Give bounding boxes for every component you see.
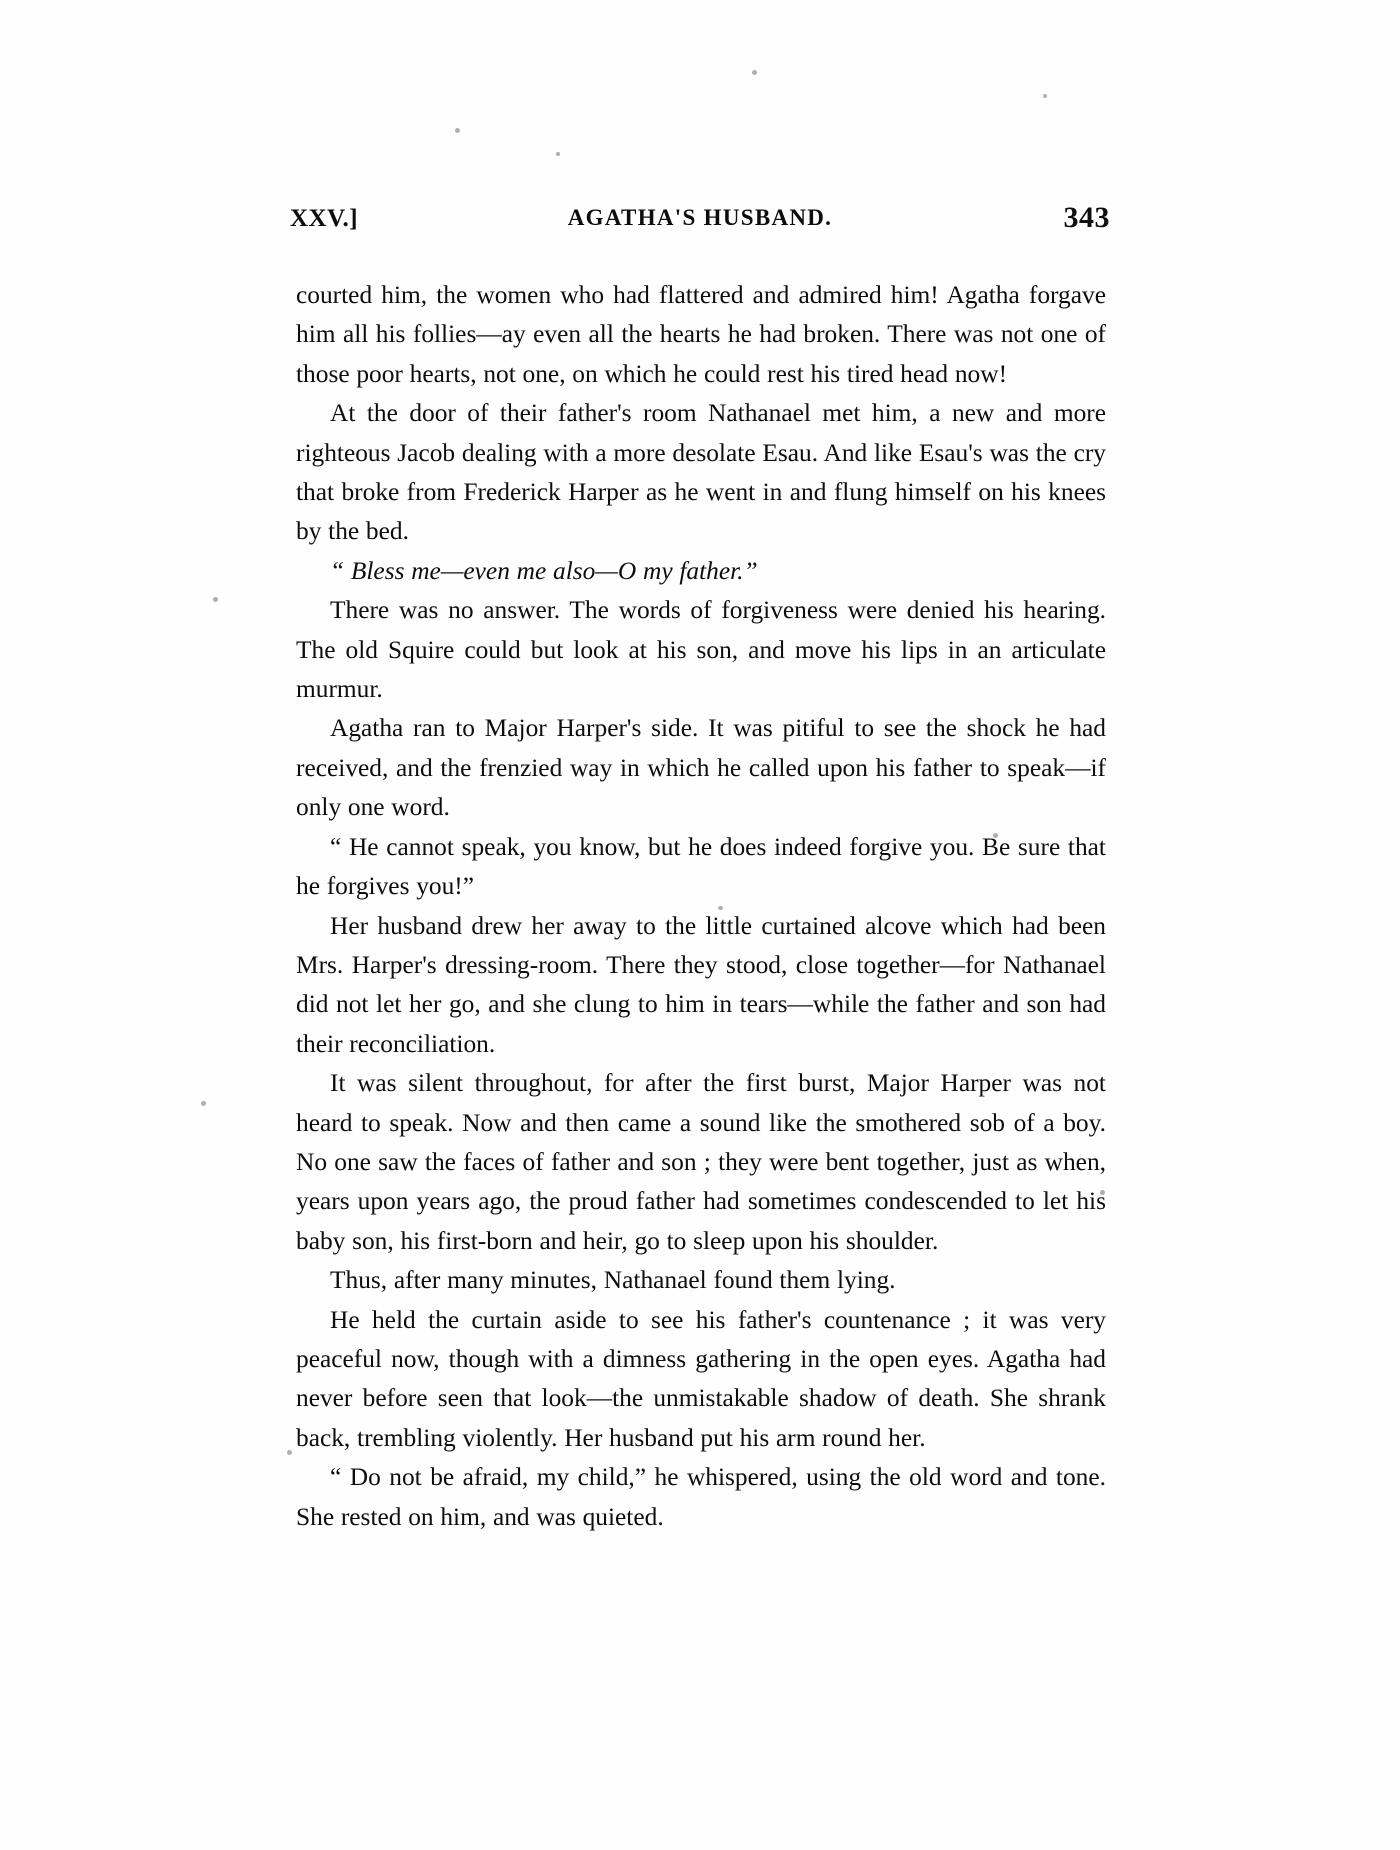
paragraph: “ He cannot speak, you know, but he does indeed forgive you. Be sure that he forgives you!”	[296, 832, 1106, 901]
paragraph: Agatha ran to Major Harper's side. It was pitiful to see the shock he had received, and the frenzied way in which he called upon his father to speak—if only one word.	[296, 714, 1106, 822]
page-number: 343	[1063, 201, 1110, 234]
scan-artifact-speck	[1043, 94, 1047, 98]
paragraph: “ Do not be afraid, my child,” he whispered, using the old word and tone. She rested on him, and was quieted.	[296, 1463, 1106, 1531]
paragraph: There was no answer. The words of forgiveness were denied his hearing. The old Squire could but look at his son, and move his lips in an articulate murmur.	[296, 596, 1106, 704]
scan-artifact-speck	[556, 152, 560, 156]
scan-artifact-speck	[287, 1450, 292, 1455]
scan-artifact-speck	[455, 128, 460, 133]
running-title: AGATHA'S HUSBAND.	[567, 205, 833, 230]
page-header	[290, 201, 1110, 239]
paragraph: It was silent throughout, for after the first burst, Major Harper was not heard to speak. Now and then came a sound like the smothered sob of a boy. No one saw the faces of father and son ; they were bent together, just as when, years upon years ago, the proud father had sometimes condescended to let his baby son, his first-born and heir, go to sleep upon his shoulder.	[296, 1069, 1106, 1255]
paragraph: At the door of their father's room Nathanael met him, a new and more righteous Jacob dealing with a more desolate Esau. And like Esau's was the cry that broke from Frederick Harper as he went in and flung himself on his knees by the bed.	[296, 399, 1106, 546]
paragraph: courted him, the women who had flattered and admired him! Agatha forgave him all his follies—ay even all the hearts he had broken. There was not one of those poor hearts, not one, on which he could rest his tired head now!	[296, 281, 1106, 388]
paragraph: He held the curtain aside to see his father's countenance ; it was very peaceful now, though with a dimness gathering in the open eyes. Agatha had never before seen that look—the unmistakable shadow of death. She shrank back, trembling violently. Her husband put his arm round her.	[296, 1305, 1106, 1452]
paragraph-quotation	[296, 552, 1106, 591]
chapter-number: XXV.]	[290, 205, 359, 232]
page-body	[296, 276, 1106, 1537]
scan-artifact-speck	[201, 1101, 206, 1106]
scan-artifact-speck	[213, 597, 218, 602]
paragraph: Thus, after many minutes, Nathanael found them lying.	[330, 1266, 896, 1295]
scan-artifact-speck	[752, 70, 757, 75]
quoted-line: “ Bless me—even me also—O my father.”	[330, 556, 758, 585]
paragraph: Her husband drew her away to the little curtained alcove which had been Mrs. Harper's dressing-room. There they stood, close together—for Nathanael did not let her go, and she clung to him in tears—while the father and son had their reconciliation.	[296, 911, 1106, 1058]
